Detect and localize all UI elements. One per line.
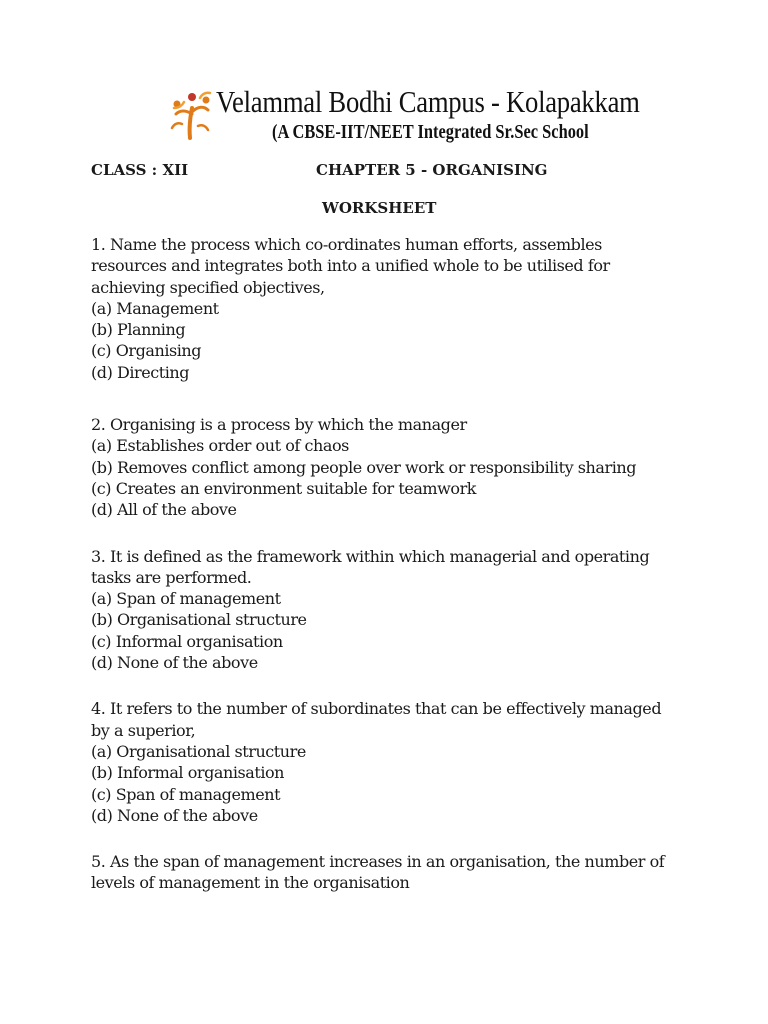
option-b: (b) Removes conflict among people over work or responsibility sharing bbox=[91, 457, 637, 477]
option-c: (c) Creates an environment suitable for teamwork bbox=[91, 478, 477, 498]
option-d: (d) None of the above bbox=[91, 653, 258, 673]
option-b: (b) Planning bbox=[91, 320, 186, 340]
class-label: CLASS : XII bbox=[91, 161, 189, 179]
option-d: (d) Directing bbox=[91, 362, 190, 382]
option-b: (b) Informal organisation bbox=[91, 763, 285, 783]
option-a: (a) Management bbox=[91, 298, 219, 318]
question-text: 4. It refers to the number of subordinates that can be effectively managed by a superior, bbox=[91, 699, 662, 740]
school-name: Velammal Bodhi Campus - Kolapakkam bbox=[216, 84, 640, 119]
question-3 bbox=[91, 546, 681, 674]
option-c: (c) Informal organisation bbox=[91, 631, 283, 651]
question-2 bbox=[91, 414, 681, 520]
question-list bbox=[91, 234, 681, 894]
question-text: 3. It is defined as the framework within which managerial and operating tasks are performed. bbox=[91, 546, 650, 587]
question-text: 2. Organising is a process by which the manager bbox=[91, 415, 467, 435]
option-a: (a) Span of management bbox=[91, 589, 281, 609]
question-1 bbox=[91, 234, 681, 383]
option-c: (c) Span of management bbox=[91, 784, 281, 804]
worksheet-title: WORKSHEET bbox=[322, 199, 437, 217]
tree-figures-logo-icon bbox=[168, 84, 214, 140]
option-b: (b) Organisational structure bbox=[91, 610, 307, 630]
option-a: (a) Organisational structure bbox=[91, 741, 306, 761]
option-c: (c) Organising bbox=[91, 341, 202, 361]
option-d: (d) All of the above bbox=[91, 500, 237, 520]
school-subtitle: (A CBSE-IIT/NEET Integrated Sr.Sec School bbox=[272, 121, 589, 143]
option-a: (a) Establishes order out of chaos bbox=[91, 436, 349, 456]
option-d: (d) None of the above bbox=[91, 805, 258, 825]
question-text: 1. Name the process which co-ordinates human efforts, assembles resources and integrates both into a unified whole to be utilised for achieving specified objectives, bbox=[91, 235, 610, 297]
question-text: 5. As the span of management increases in an organisation, the number of levels of management in the organisation bbox=[91, 852, 665, 893]
question-4 bbox=[91, 698, 681, 826]
chapter-label: CHAPTER 5 - ORGANISING bbox=[316, 161, 548, 179]
question-5 bbox=[91, 851, 681, 894]
school-header bbox=[168, 84, 638, 144]
